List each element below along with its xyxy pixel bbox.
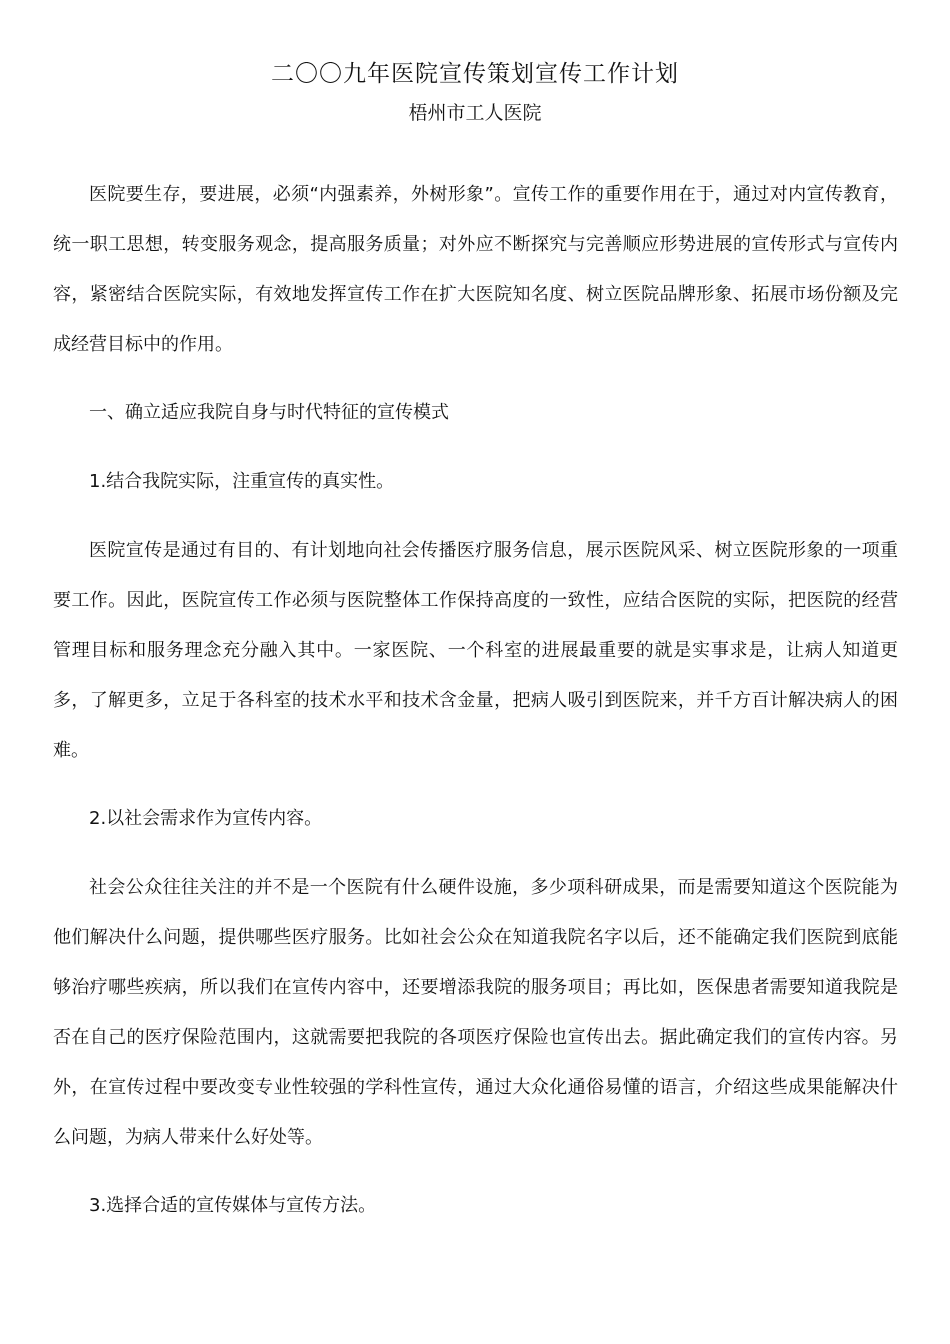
item-1-paragraph: 医院宣传是通过有目的、有计划地向社会传播医疗服务信息，展示医院风采、树立医院形象的一项重要工作。因此，医院宣传工作必须与医院整体工作保持高度的一致性，应结合医院的实际，把医院的经营管理目标和服务理念充分融入其中。一家医院、一个科室的进展最重要的就是实事求是，让病人知道更多，了解更多，立足于各科室的技术水平和技术含金量，把病人吸引到医院来，并千方百计解决病人的困难。: [53, 540, 898, 761]
document-title: 二〇〇九年医院宣传策划宣传工作计划: [271, 61, 679, 87]
item-heading-3: 3.选择合适的宣传媒体与宣传方法。: [89, 1195, 377, 1216]
item-heading-2: 2.以社会需求作为宣传内容。: [89, 808, 323, 829]
document-subtitle: 梧州市工人医院: [408, 102, 542, 124]
section-heading-1: 一、确立适应我院自身与时代特征的宣传模式: [89, 402, 449, 423]
item-heading-1: 1.结合我院实际，注重宣传的真实性。: [89, 471, 395, 492]
intro-paragraph: 医院要生存，要进展，必须“内强素养，外树形象”。宣传工作的重要作用在于，通过对内宣传教育，统一职工思想，转变服务观念，提高服务质量；对外应不断探究与完善顺应形势进展的宣传形式与宣传内容，紧密结合医院实际，有效地发挥宣传工作在扩大医院知名度、树立医院品牌形象、拓展市场份额及完成经营目标中的作用。: [53, 184, 898, 355]
item-2-paragraph: 社会公众往往关注的并不是一个医院有什么硬件设施，多少项科研成果，而是需要知道这个医院能为他们解决什么问题，提供哪些医疗服务。比如社会公众在知道我院名字以后，还不能确定我们医院到底能够治疗哪些疾病，所以我们在宣传内容中，还要增添我院的服务项目；再比如，医保患者需要知道我院是否在自己的医疗保险范围内，这就需要把我院的各项医疗保险也宣传出去。据此确定我们的宣传内容。另外，在宣传过程中要改变专业性较强的学科性宣传，通过大众化通俗易懂的语言，介绍这些成果能解决什么问题，为病人带来什么好处等。: [53, 877, 898, 1148]
